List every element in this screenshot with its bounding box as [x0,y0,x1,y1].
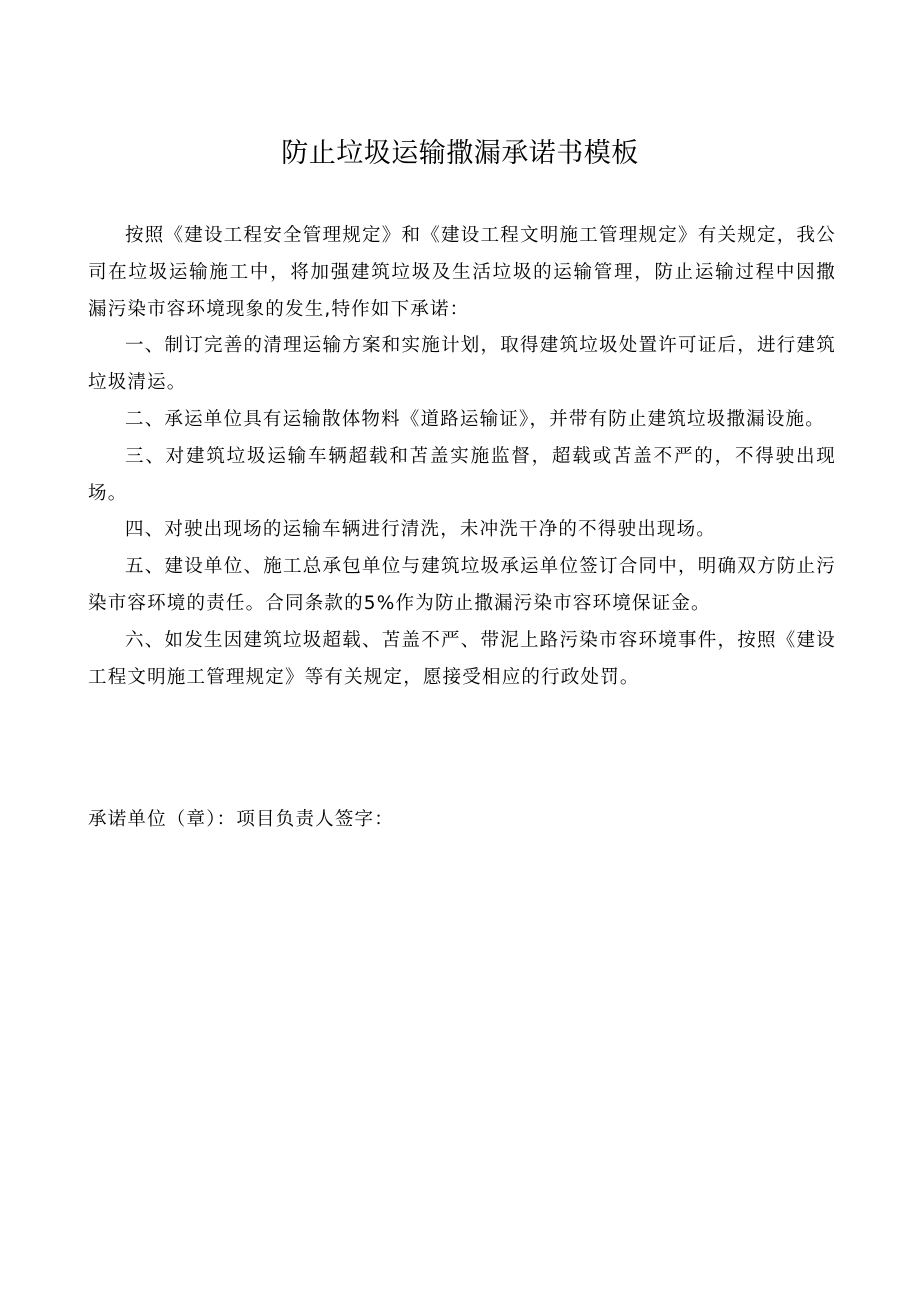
commitment-item-1: 一、制订完善的清理运输方案和实施计划，取得建筑垃圾处置许可证后，进行建筑垃圾清运。 [88,335,836,394]
commitment-item-4: 四、对驶出现场的运输车辆进行清洗，未冲洗干净的不得驶出现场。 [125,519,717,541]
document-title: 防止垃圾运输撒漏承诺书模板 [281,138,639,169]
commitment-item-2: 二、承运单位具有运输散体物料《道路运输证》，并带有防止建筑垃圾撒漏设施。 [125,408,825,430]
signature-line: 承诺单位（章）：项目负责人签字： [88,809,394,830]
document-body [88,218,836,696]
commitment-item-5: 五、建设单位、施工总承包单位与建筑垃圾承运单位签订合同中，明确双方防止污染市容环境的责任。合同条款的5%作为防止撒漏污染市容环境保证金。 [88,556,836,614]
intro-paragraph: 按照《建设工程安全管理规定》和《建设工程文明施工管理规定》有关规定，我公司在垃圾运输施工中，将加强建筑垃圾及生活垃圾的运输管理，防止运输过程中因撒漏污染市容环境现象的发生,特作如下承诺： [88,225,836,320]
commitment-item-3: 三、对建筑垃圾运输车辆超载和苫盖实施监督，超载或苫盖不严的，不得驶出现场。 [88,445,836,504]
commitment-item-6: 六、如发生因建筑垃圾超载、苫盖不严、带泥上路污染市容环境事件，按照《建设工程文明施工管理规定》等有关规定，愿接受相应的行政处罚。 [88,629,836,688]
